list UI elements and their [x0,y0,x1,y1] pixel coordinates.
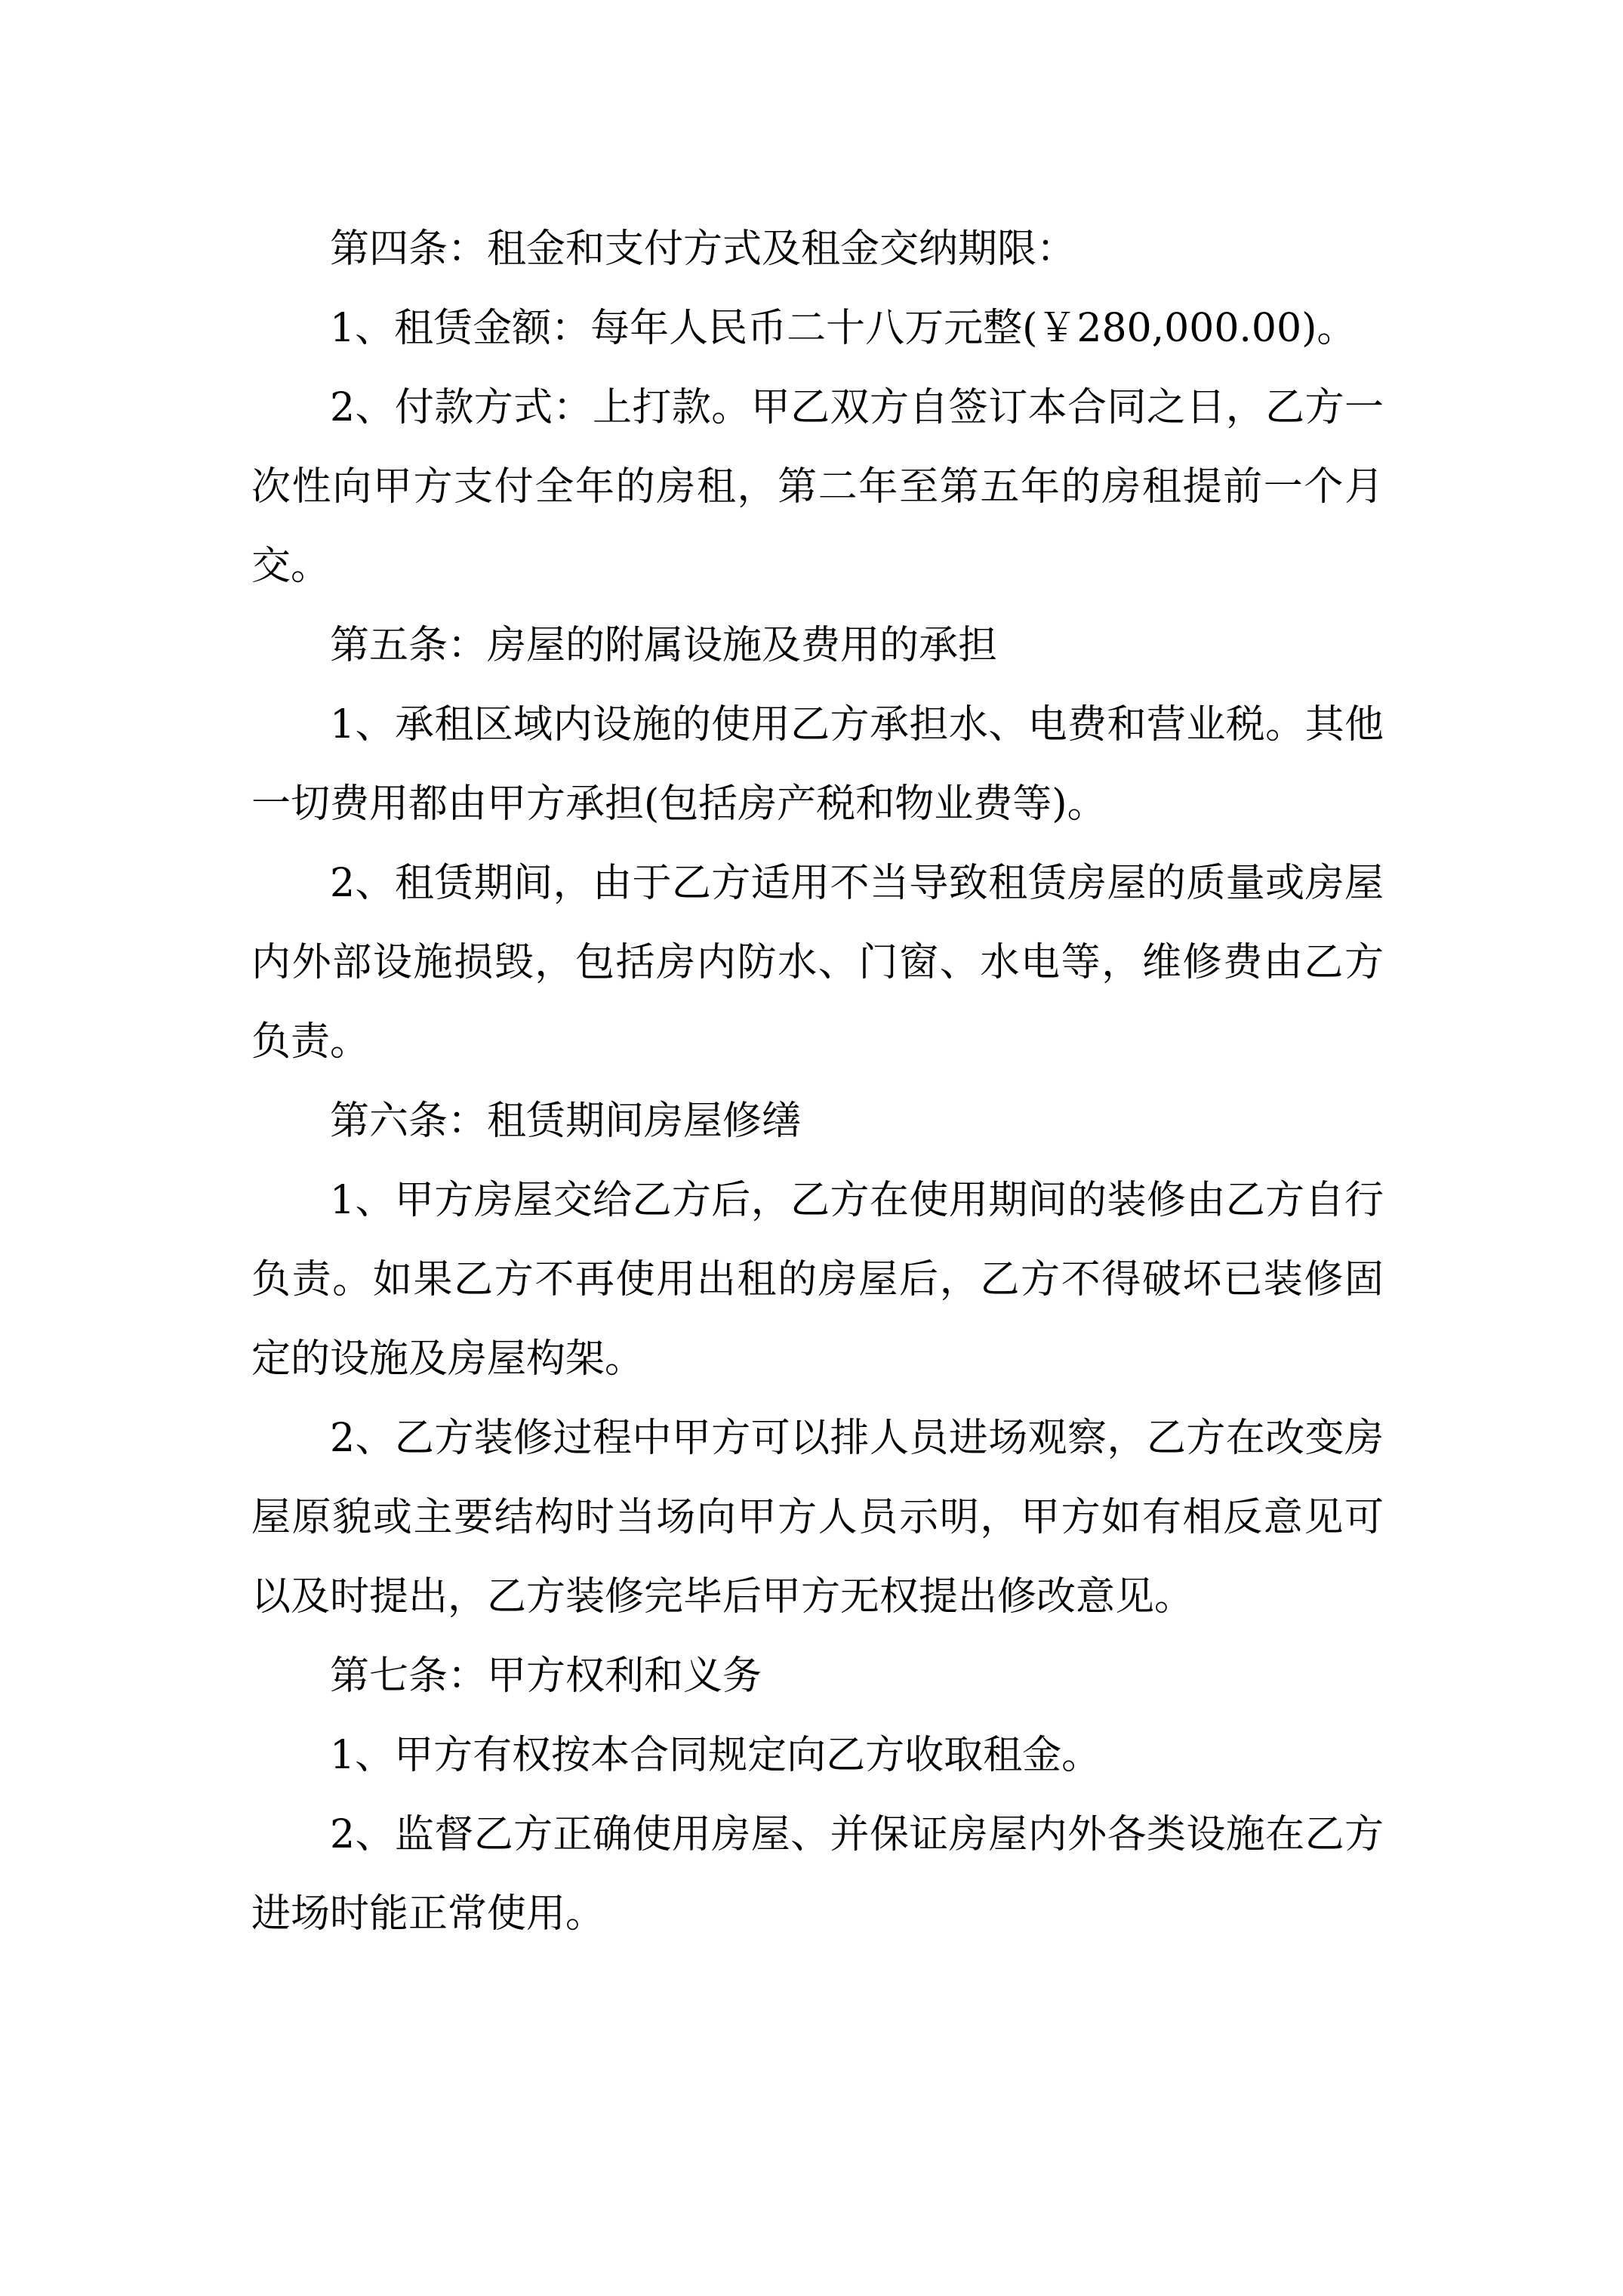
article-7-clause-2: 2、监督乙方正确使用房屋、并保证房屋内外各类设施在乙方进场时能正常使用。 [251,1812,1384,1937]
article-6-clause-2: 2、乙方装修过程中甲方可以排人员进场观察，乙方在改变房屋原貌或主要结构时当场向甲方人员示明，甲方如有相反意见可以及时提出，乙方装修完毕后甲方无权提出修改意见。 [251,1416,1384,1620]
article-4-heading: 第四条：租金和支付方式及租金交纳期限： [330,227,1076,272]
article-5-clause-2: 2、租赁期间，由于乙方适用不当导致租赁房屋的质量或房屋内外部设施损毁，包括房内防水、门窗、水电等，维修费由乙方负责。 [251,861,1384,1065]
article-5-clause-1: 1、承租区域内设施的使用乙方承担水、电费和营业税。其他一切费用都由甲方承担(包括房产税和物业费等)。 [251,702,1384,827]
article-6-clause-1: 1、甲方房屋交给乙方后，乙方在使用期间的装修由乙方自行负责。如果乙方不再使用出租的房屋后，乙方不得破坏已装修固定的设施及房屋构架。 [251,1178,1384,1382]
article-7-clause-1: 1、甲方有权按本合同规定向乙方收取租金。 [330,1733,1101,1778]
article-4-clause-2: 2、付款方式：上打款。甲乙双方自签订本合同之日，乙方一次性向甲方支付全年的房租，第二年至第五年的房租提前一个月交。 [251,385,1384,589]
article-6-heading: 第六条：租赁期间房屋修缮 [330,1099,802,1144]
article-4-clause-1: 1、租赁金额：每年人民币二十八万元整(￥280,000.00)。 [330,306,1357,351]
contract-text [251,210,1384,1954]
article-5-heading: 第五条：房屋的附属设施及费用的承担 [330,623,998,668]
article-7-heading: 第七条：甲方权利和义务 [330,1653,762,1699]
